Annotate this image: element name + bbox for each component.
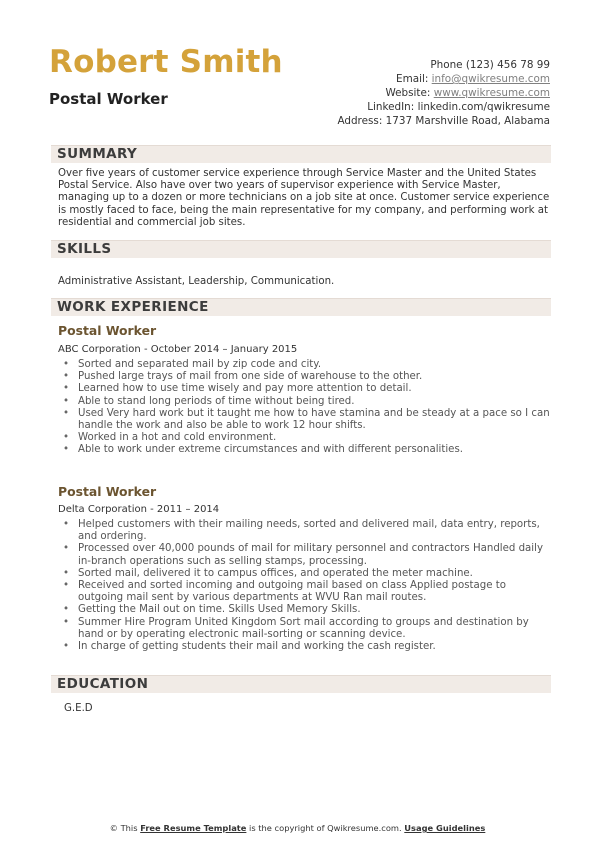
- usage-guidelines-link[interactable]: Usage Guidelines: [404, 823, 486, 833]
- job-2-bullets: [58, 519, 550, 653]
- footer-middle: is the copyright of Qwikresume.com.: [249, 823, 402, 833]
- job-1-bullets: [58, 359, 550, 457]
- skills-section-bar: [51, 240, 551, 258]
- candidate-title: Postal Worker: [49, 90, 168, 108]
- contact-block: [337, 58, 550, 128]
- list-item: • In charge of getting students their mail and working the cash register.: [58, 641, 550, 653]
- work-experience-section-bar: [51, 298, 551, 316]
- summary-heading: SUMMARY: [57, 146, 138, 162]
- summary-section-bar: [51, 145, 551, 163]
- list-item: • Used Very hard work but it taught me how to have stamina and be steady at a pace so I can handle the work and also be able to work 12 hour shifts.: [58, 408, 550, 432]
- website-link[interactable]: www.qwikresume.com: [433, 87, 550, 99]
- list-item: • Sorted and separated mail by zip code and city.: [58, 359, 550, 371]
- address-value: 1737 Marshville Road, Alabama: [385, 115, 550, 127]
- job-2-meta: Delta Corporation - 2011 – 2014: [58, 504, 220, 515]
- free-resume-template-link[interactable]: Free Resume Template: [140, 823, 247, 833]
- list-item: • Learned how to use time wisely and pay more attention to detail.: [58, 383, 550, 395]
- contact-phone-row: [337, 58, 550, 72]
- phone-value: (123) 456 78 99: [465, 59, 550, 71]
- list-item: • Worked in a hot and cold environment.: [58, 432, 550, 444]
- education-text: G.E.D: [64, 703, 93, 714]
- footer-prefix: © This: [109, 823, 138, 833]
- job-1-title: Postal Worker: [58, 323, 157, 338]
- contact-linkedin-row: [337, 100, 550, 114]
- email-label: Email:: [396, 73, 429, 85]
- list-item: • Summer Hire Program United Kingdom Sort mail according to groups and destination by hand or by operating electronic mail-sorting or scanning device.: [58, 617, 550, 641]
- contact-address-row: [337, 114, 550, 128]
- contact-email-row: [337, 72, 550, 86]
- list-item: • Sorted mail, delivered it to campus offices, and operated the meter machine.: [58, 568, 550, 580]
- linkedin-label: LinkedIn:: [367, 101, 415, 113]
- email-link[interactable]: info@qwikresume.com: [431, 73, 550, 85]
- linkedin-value: linkedin.com/qwikresume: [417, 101, 550, 113]
- skills-heading: SKILLS: [57, 241, 112, 257]
- list-item: • Able to stand long periods of time without being tired.: [58, 396, 550, 408]
- list-item: • Helped customers with their mailing needs, sorted and delivered mail, data entry, reports, and ordering.: [58, 519, 550, 543]
- list-item: • Processed over 40,000 pounds of mail for military personnel and contractors Handled daily in-branch operations such as selling stamps, processing.: [58, 543, 550, 567]
- list-item: • Able to work under extreme circumstances and with different personalities.: [58, 444, 550, 456]
- website-label: Website:: [385, 87, 431, 99]
- list-item: • Pushed large trays of mail from one side of warehouse to the other.: [58, 371, 550, 383]
- skills-text: Administrative Assistant, Leadership, Communication.: [58, 276, 335, 287]
- candidate-name: Robert Smith: [49, 44, 283, 80]
- job-2-title: Postal Worker: [58, 484, 157, 499]
- education-heading: EDUCATION: [57, 676, 149, 692]
- list-item: • Received and sorted incoming and outgoing mail based on class Applied postage to outgoing mail sent by various departments at WVU Ran mail routes.: [58, 580, 550, 604]
- work-experience-heading: WORK EXPERIENCE: [57, 299, 209, 315]
- address-label: Address:: [337, 115, 383, 127]
- footer: [0, 823, 595, 833]
- job-1-meta: ABC Corporation - October 2014 – January 2015: [58, 344, 298, 355]
- education-section-bar: [51, 675, 551, 693]
- summary-text: Over five years of customer service experience through Service Master and the United States Postal Service. Also have over two years of supervisor experience with Service Master, managing up to a dozen or more technicians on a job site at once. Customer service experience is mostly faced to face, being the main representative for my company, and performing work at residential and commercial job sites.: [58, 168, 550, 228]
- phone-label: Phone: [430, 59, 463, 71]
- contact-website-row: [337, 86, 550, 100]
- list-item: • Getting the Mail out on time. Skills Used Memory Skills.: [58, 604, 550, 616]
